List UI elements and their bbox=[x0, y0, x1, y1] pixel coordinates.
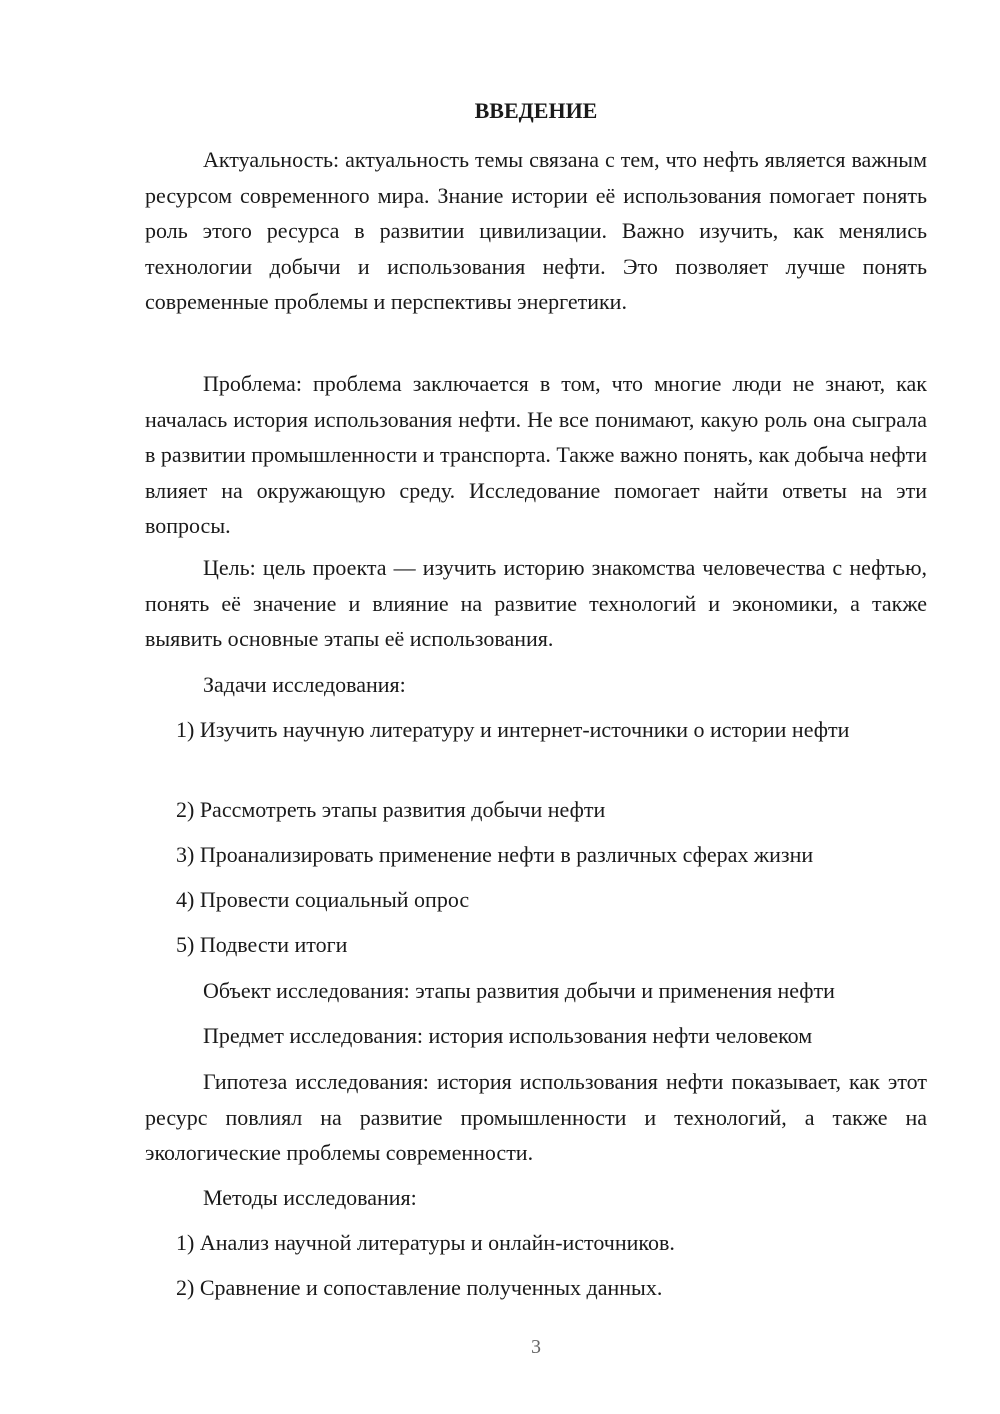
task-item-4: 4) Провести социальный опрос bbox=[176, 887, 470, 912]
tasks-heading: Задачи исследования: bbox=[203, 672, 406, 697]
hypothesis-paragraph: Гипотеза исследования: история использования нефти показывает, как этот ресурс повлиял на развитие промышленности и технологий, а также на экологические проблемы современности. bbox=[145, 1069, 927, 1165]
task-item-3: 3) Проанализировать применение нефти в различных сферах жизни bbox=[176, 842, 814, 867]
task-item-2: 2) Рассмотреть этапы развития добычи нефти bbox=[176, 797, 606, 822]
task-item-1: 1) Изучить научную литературу и интернет-источники о истории нефти bbox=[176, 717, 850, 742]
page-number: 3 bbox=[531, 1336, 541, 1358]
relevance-paragraph: Актуальность: актуальность темы связана с тем, что нефть является важным ресурсом современного мира. Знание истории её использования помогает понять роль этого ресурса в развитии цивилизации. Важно изучить, как менялись технологии добычи и использования нефти. Это позволяет лучше понять современные проблемы и перспективы энергетики. bbox=[145, 147, 927, 314]
methods-heading: Методы исследования: bbox=[203, 1185, 417, 1210]
method-item-2: 2) Сравнение и сопоставление полученных данных. bbox=[176, 1275, 663, 1300]
method-item-1: 1) Анализ научной литературы и онлайн-источников. bbox=[176, 1230, 675, 1255]
problem-paragraph: Проблема: проблема заключается в том, что многие люди не знают, как началась история использования нефти. Не все понимают, какую роль она сыграла в развитии промышленности и транспорта. Также важно понять, как добыча нефти влияет на окружающую среду. Исследование помогает найти ответы на эти вопросы. bbox=[145, 371, 927, 538]
research-object: Объект исследования: этапы развития добычи и применения нефти bbox=[203, 978, 835, 1003]
task-item-5: 5) Подвести итоги bbox=[176, 932, 348, 957]
page-title: ВВЕДЕНИЕ bbox=[474, 98, 598, 123]
research-subject: Предмет исследования: история использования нефти человеком bbox=[203, 1023, 813, 1048]
goal-paragraph: Цель: цель проекта — изучить историю знакомства человечества с нефтью, понять её значение и влияние на развитие технологий и экономики, а также выявить основные этапы её использования. bbox=[145, 555, 927, 651]
